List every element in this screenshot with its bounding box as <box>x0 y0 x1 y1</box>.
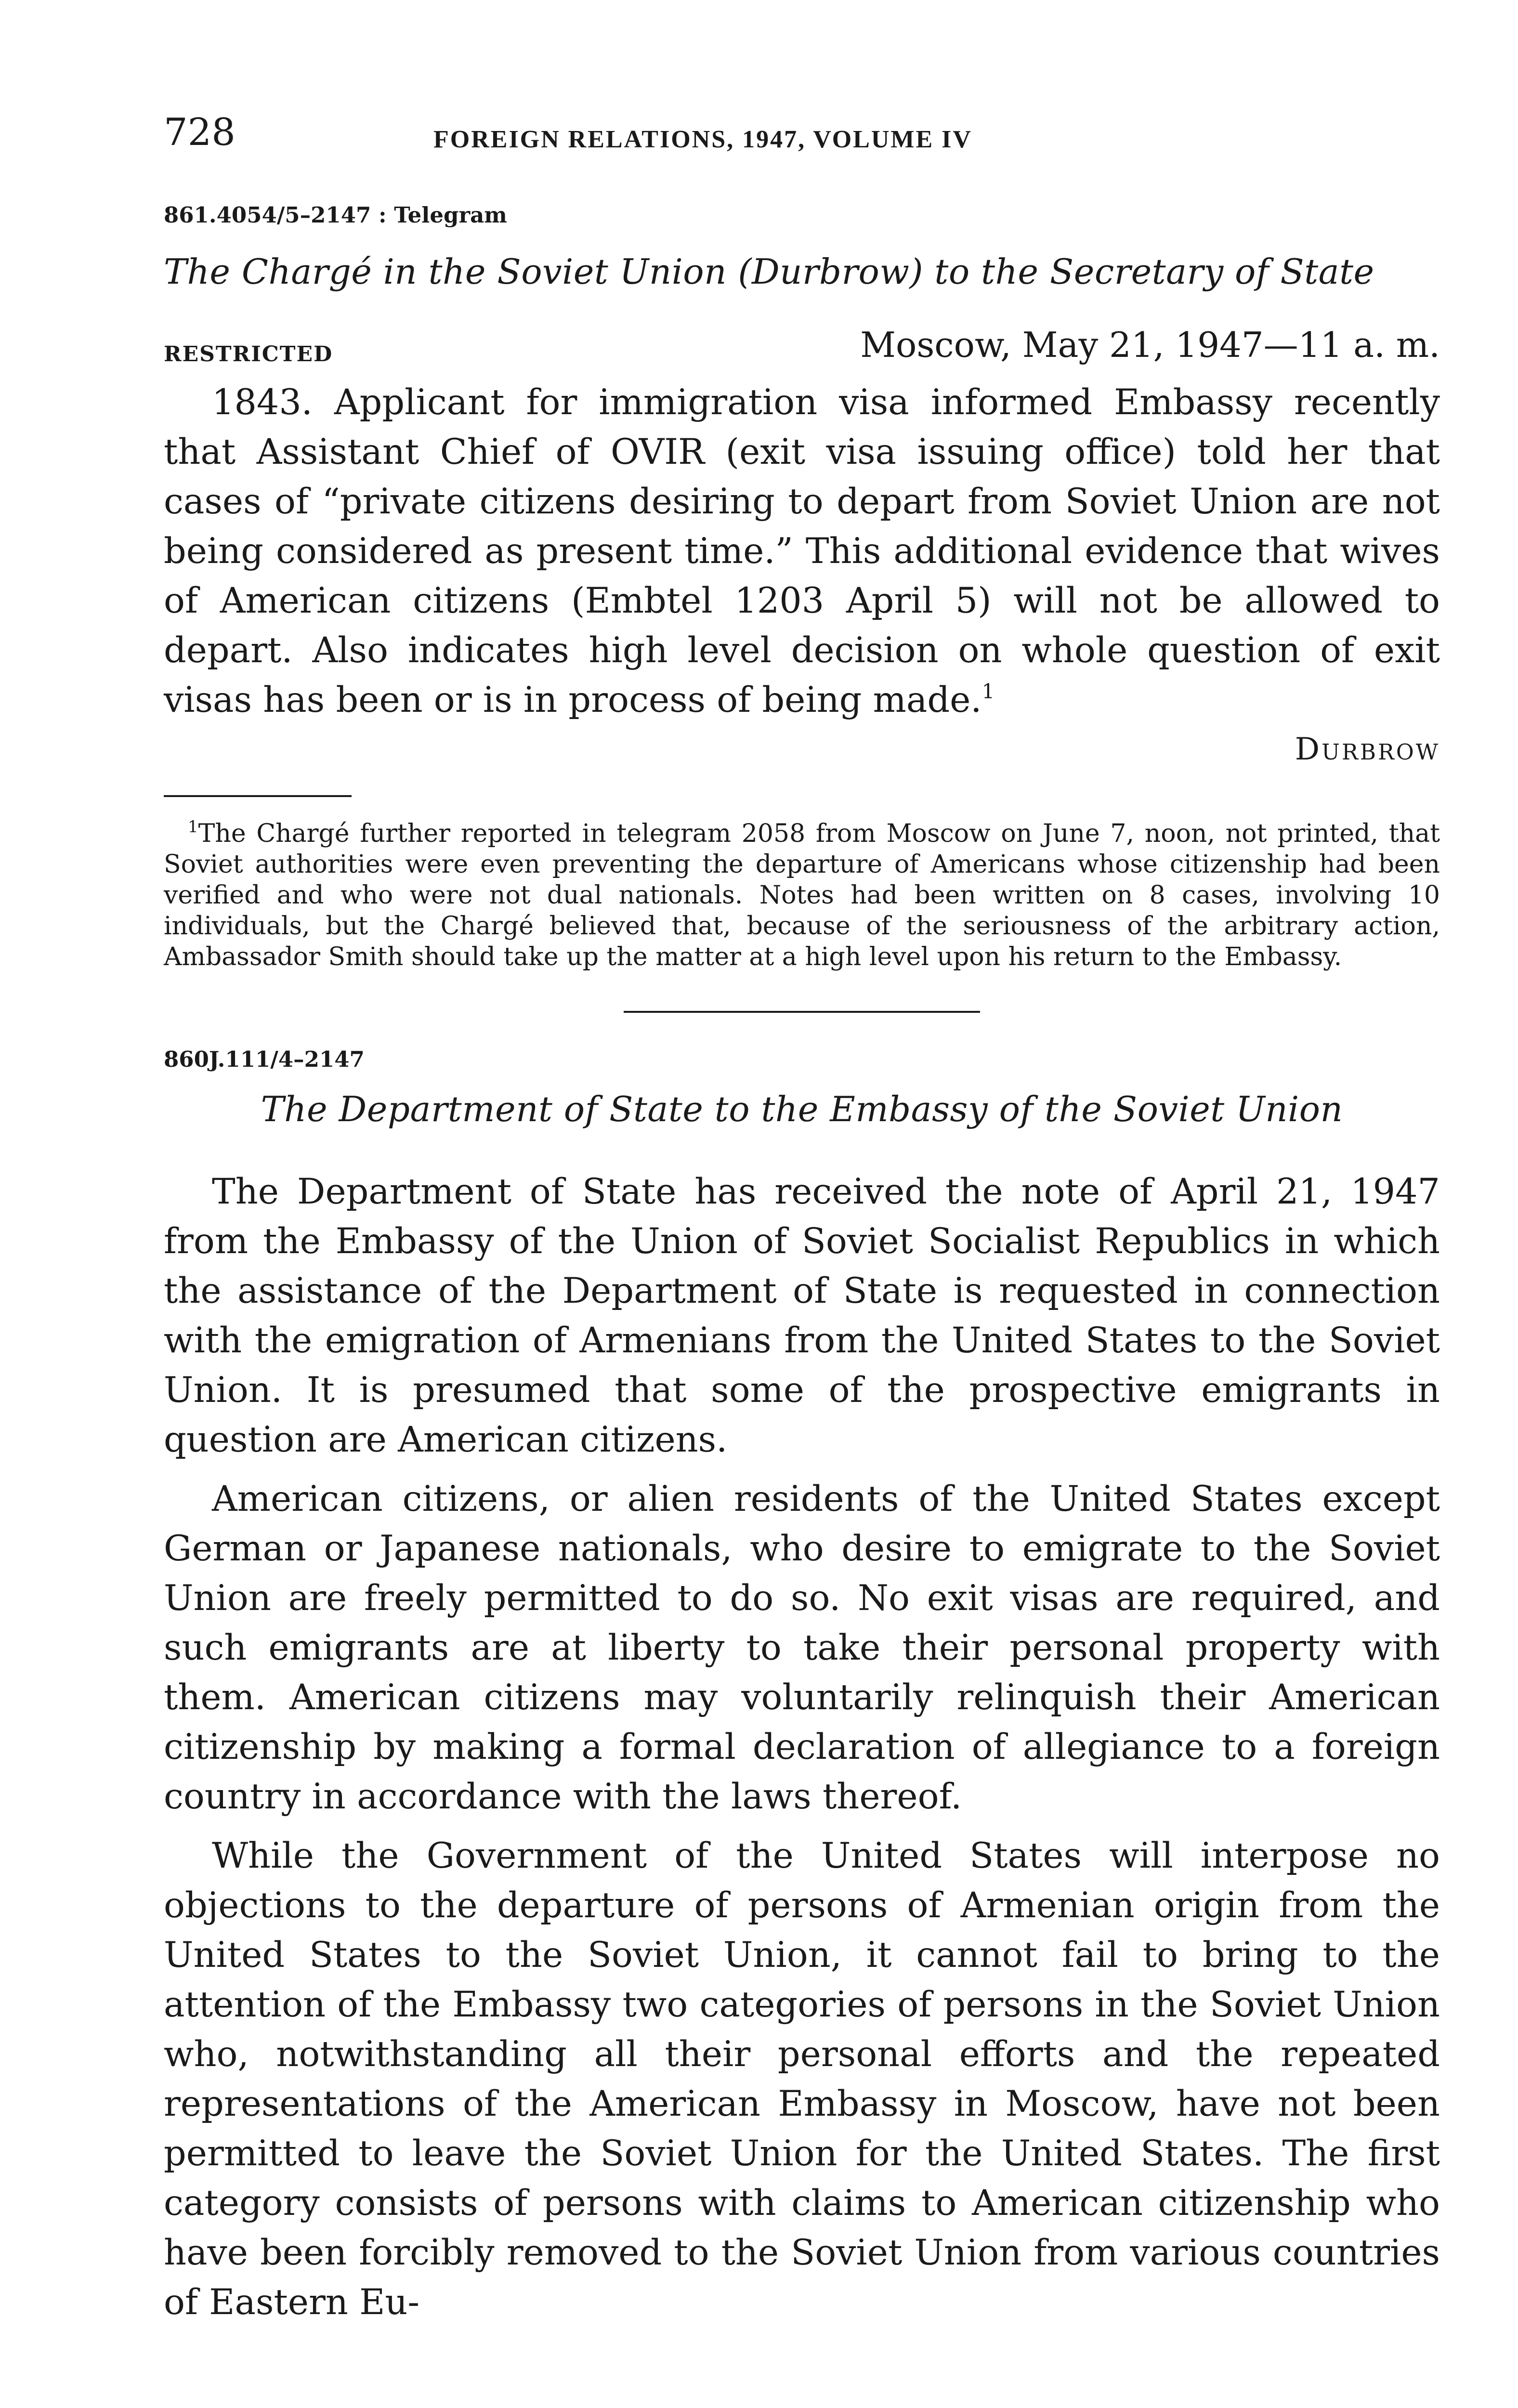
footnote-text: The Chargé further reported in telegram 2058 from Moscow on June 7, noon, not printed, that Soviet authorities were even preventing the departure of Americans whose citizenship had been verified and who were not dual nationals. Notes had been written on 8 cases, involving 10 individuals, but the Chargé believed that, because of the seriousness of the arbitrary action, Ambassador Smith should take up the matter at a high level upon his return to the Embassy. <box>164 819 1440 971</box>
running-head <box>164 101 1440 159</box>
doc2-title: The Department of State to the Embassy of the Soviet Union <box>261 1089 1343 1129</box>
signature: Durbrow <box>1295 732 1440 767</box>
doc1-file-no: 861.4054/5–2147 <box>164 202 371 228</box>
doc1-title: The Chargé in the Soviet Union (Durbrow) to the Secretary of State <box>164 251 1374 292</box>
footnote-marker: 1 <box>188 817 198 837</box>
classification-label: RESTRICTED <box>164 342 333 366</box>
doc1-doc-type: Telegram <box>394 202 507 228</box>
footnote <box>164 818 1440 972</box>
doc2-file-number: 860J.111/4–2147 <box>164 1047 365 1072</box>
paragraph-gap <box>164 1821 1440 1831</box>
doc1-file-number: 861.4054/5–2147 : Telegram <box>164 202 507 228</box>
dateline: Moscow, May 21, 1947—11 a. m. <box>860 325 1440 365</box>
doc2-paragraph: American citizens, or alien residents of the United States except German or Japanese nationals, who desire to emigrate to the Soviet Union are freely permitted to do so. No exit visas are required, and such emigrants are at liberty to take their personal property with them. American citizens may voluntarily relinquish their American citizenship by making a formal declaration of allegiance to a foreign country in accordance with the laws thereof. <box>164 1479 1440 1817</box>
doc1-body <box>164 378 1440 725</box>
section-divider <box>624 1011 980 1013</box>
paragraph-gap <box>164 1465 1440 1474</box>
page-number: 728 <box>164 111 236 154</box>
doc1-body-text: 1843. Applicant for immigration visa informed Embassy recently that Assistant Chief of OVIR (exit visa issuing office) told her that cases of “private citizens desiring to depart from Soviet Union are not being considered as present time.” This additional evidence that wives of American citizens (Embtel 1203 April 5) will not be allowed to depart. Also indicates high level decision on whole question of exit visas has been or is in process of being made. <box>164 382 1440 720</box>
doc2-paragraph: While the Government of the United States will interpose no objections to the departure of persons of Armenian origin from the United States to the Soviet Union, it cannot fail to bring to the attention of the Embassy two categories of persons in the Soviet Union who, notwithstanding all their personal efforts and the repeated representations of the American Embassy in Moscow, have not been permitted to leave the Soviet Union for the United States. The first category consists of persons with claims to American citizenship who have been forcibly removed to the Soviet Union from various countries of Eastern Eu- <box>164 1835 1440 2323</box>
footnote-divider <box>164 795 352 797</box>
doc2-paragraph: The Department of State has received the note of April 21, 1947 from the Embassy of the Union of Soviet Socialist Republics in which the assistance of the Department of State is requested in connection with the emigration of Armenians from the United States to the Soviet Union. It is presumed that some of the prospective emigrants in question are American citizens. <box>164 1171 1440 1460</box>
footnote-reference: 1 <box>981 680 995 703</box>
document-page <box>164 101 1440 2327</box>
running-title: FOREIGN RELATIONS, 1947, VOLUME IV <box>433 126 972 153</box>
doc1-dateline-row <box>164 325 1440 378</box>
spacer <box>164 1133 1440 1167</box>
